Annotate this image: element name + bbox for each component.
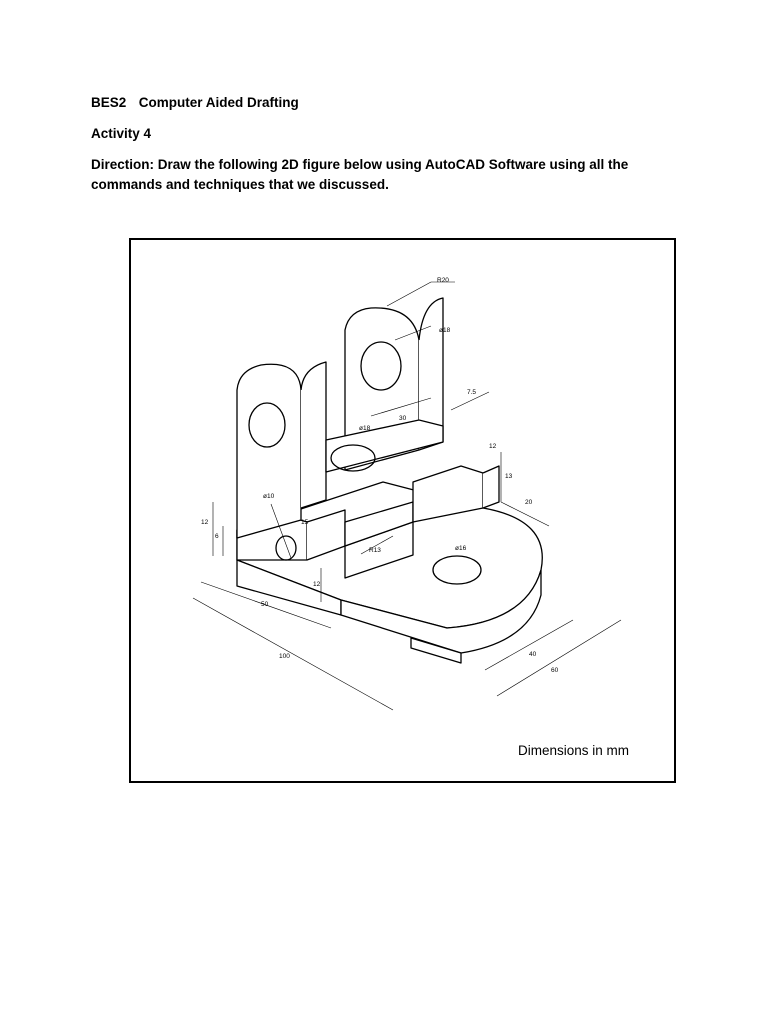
dim-left-hole: ø10: [263, 493, 275, 500]
dim-100: 100: [279, 653, 290, 660]
course-code: BES2: [91, 95, 127, 110]
left-upright: [237, 364, 301, 538]
course-title: Computer Aided Drafting: [138, 95, 299, 110]
dim-40: 40: [529, 651, 537, 658]
dim-left-12: 12: [201, 519, 209, 526]
activity-heading: Activity 4: [91, 126, 152, 141]
dim-60: 60: [551, 667, 559, 674]
dim-rear-12: 12: [489, 443, 497, 450]
dim-r13: R13: [369, 547, 381, 554]
course-line: [91, 93, 299, 113]
figure-frame: [129, 238, 676, 783]
dim-7-5: 7.5: [467, 389, 477, 396]
direction-line-1: Direction: Draw the following 2D figure below using AutoCAD Software using all the: [91, 157, 629, 172]
isometric-drawing: [131, 240, 674, 781]
dim-center-hole: ø18: [359, 425, 371, 432]
dim-line-r20: [387, 282, 431, 306]
dim-left-6: 6: [215, 533, 219, 540]
dim-15: 15: [301, 519, 309, 526]
dim-top-hole: ø18: [439, 327, 451, 334]
direction-text: [91, 155, 628, 195]
dim-front-12: 12: [313, 581, 321, 588]
direction-line-2: commands and techniques that we discussed.: [91, 177, 389, 192]
dim-rear-20: 20: [525, 499, 533, 506]
dim-50: 50: [261, 601, 269, 608]
rear-block-side: [483, 466, 499, 508]
dim-rear-13: 13: [505, 473, 513, 480]
figure-caption: Dimensions in mm: [518, 743, 630, 758]
left-upright-edge: [301, 362, 326, 508]
dim-30: 30: [399, 415, 407, 422]
dim-base-hole: ø16: [455, 545, 467, 552]
dim-r20: R20: [437, 277, 449, 284]
